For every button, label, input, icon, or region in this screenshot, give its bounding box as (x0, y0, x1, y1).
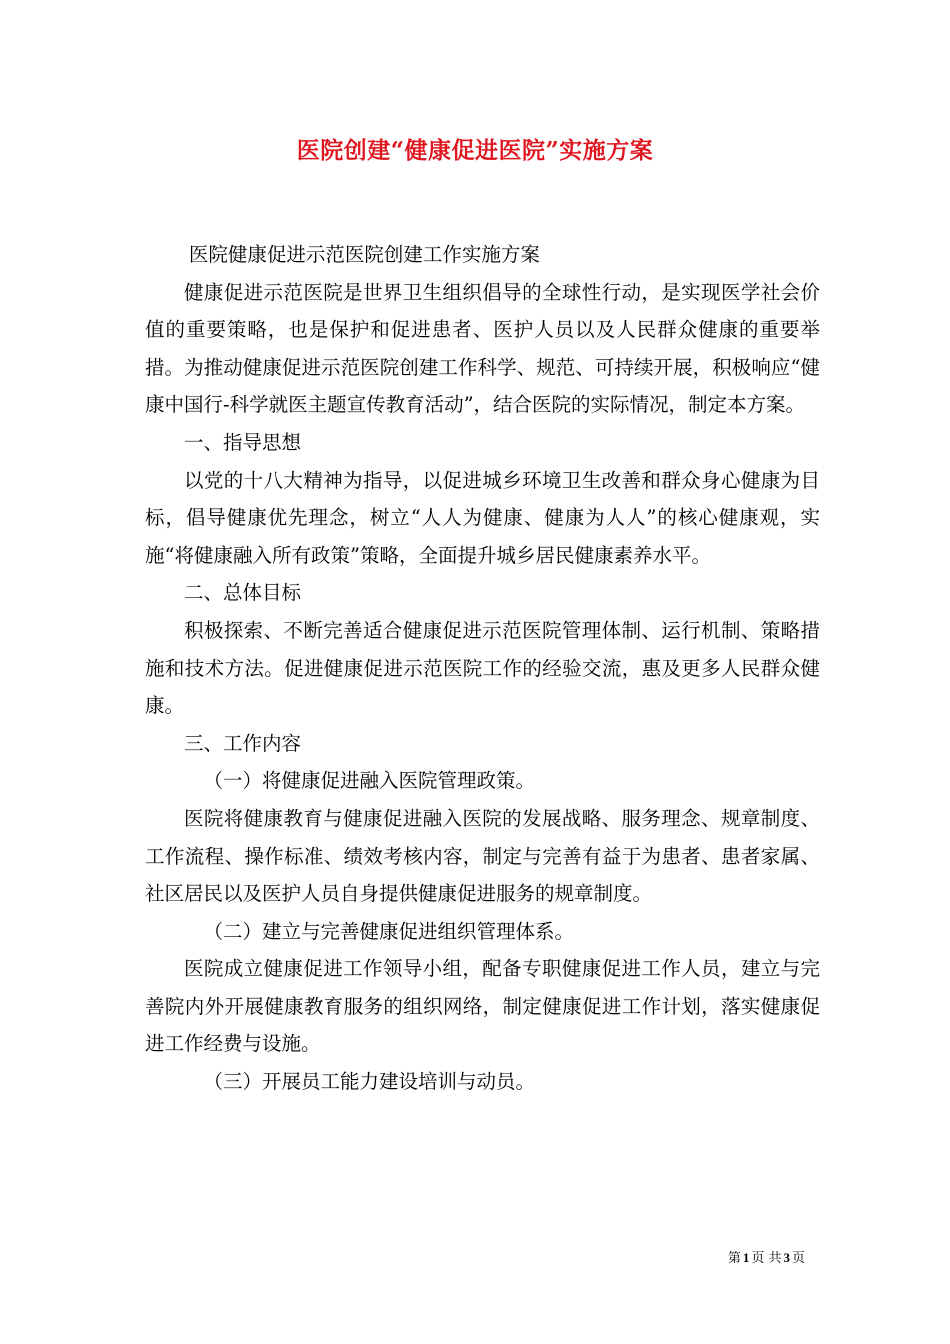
paragraph-overall-goal: 积极探索、不断完善适合健康促进示范医院管理体制、运行机制、策略措施和技术方法。促进健康促进示范医院工作的经验交流，惠及更多人民群众健康。 (145, 618, 820, 718)
section-heading-overall-goal: 二、总体目标 (184, 581, 302, 605)
paragraph-subsection-1: 医院将健康教育与健康促进融入医院的发展战略、服务理念、规章制度、工作流程、操作标准、绩效考核内容，制定与完善有益于为患者、患者家属、社区居民以及医护人员自身提供健康促进服务的规章制度。 (145, 806, 820, 906)
document-title: 医院创建“健康促进医院”实施方案 (296, 137, 654, 164)
section-heading-work-content: 三、工作内容 (184, 731, 302, 755)
subsection-heading-3: （三）开展员工能力建设培训与动员。 (203, 1070, 536, 1094)
footer-prefix: 第 (727, 1251, 741, 1266)
paragraph-intro: 健康促进示范医院是世界卫生组织倡导的全球性行动，是实现医学社会价值的重要策略，也是保护和促进患者、医护人员以及人民群众健康的重要举措。为推动健康促进示范医院创建工作科学、规范、可持续开展，积极响应“健康中国行-科学就医主题宣传教育活动”，结合医院的实际情况，制定本方案。 (145, 280, 820, 417)
subsection-heading-1: （一）将健康促进融入医院管理政策。 (203, 769, 536, 793)
subsection-heading-2: （二）建立与完善健康促进组织管理体系。 (203, 919, 575, 943)
footer-suffix: 页 (791, 1251, 805, 1266)
document-subtitle: 医院健康促进示范医院创建工作实施方案 (188, 243, 540, 266)
paragraph-guiding-ideology: 以党的十八大精神为指导，以促进城乡环境卫生改善和群众身心健康为目标，倡导健康优先理念，树立“人人为健康、健康为人人”的核心健康观，实施“将健康融入所有政策”策略，全面提升城乡居民健康素养水平。 (145, 468, 820, 567)
paragraph-subsection-2: 医院成立健康促进工作领导小组，配备专职健康促进工作人员，建立与完善院内外开展健康教育服务的组织网络，制定健康促进工作计划，落实健康促进工作经费与设施。 (145, 957, 820, 1056)
footer-middle: 页 共 (751, 1251, 782, 1266)
section-heading-guiding-ideology: 一、指导思想 (184, 430, 302, 454)
current-page-number: 1 (742, 1250, 750, 1265)
document-body (145, 236, 820, 1101)
page-number-footer (728, 1247, 805, 1266)
total-page-number: 3 (783, 1250, 790, 1265)
